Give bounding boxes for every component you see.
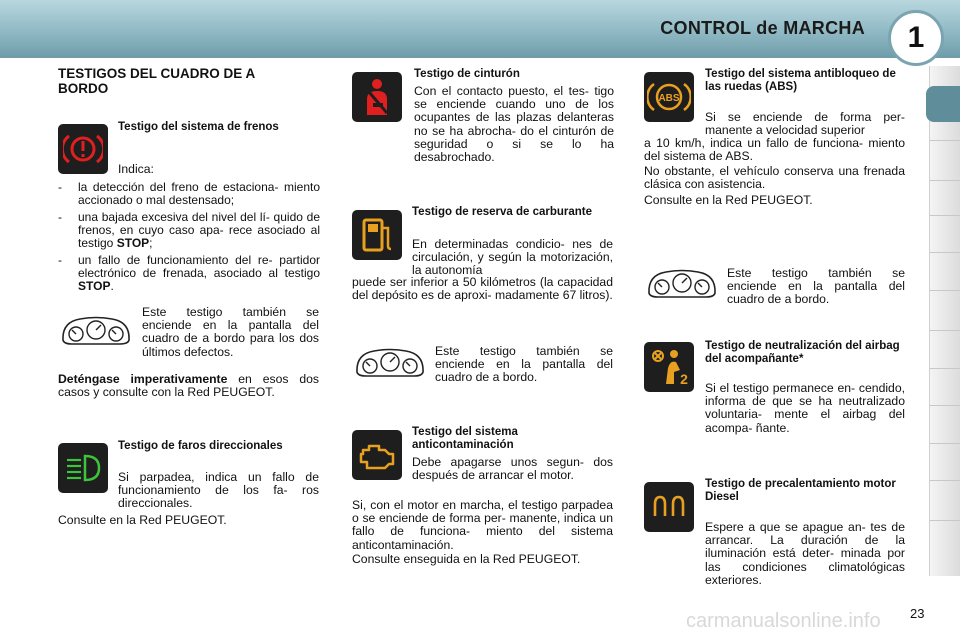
brake-stop-instruction [58, 373, 319, 399]
brake-indica-label: Indica: [118, 162, 154, 176]
stop-label: STOP [78, 279, 111, 293]
diesel-title: Testigo de precalentamiento motor Diesel [705, 478, 896, 503]
abs-note: Consulte en la Red PEUGEOT. [644, 193, 813, 207]
abs-body-wide: a 10 km/h, indica un fallo de funciona- miento del sistema de ABS. [644, 136, 905, 164]
bullet-text-end: . [110, 279, 114, 293]
fuel-reserve-body-wide: puede ser inferior a 50 kilómetros (la capacidad del depósito es de aproxi- madamente 67 litros). [352, 275, 613, 303]
side-index-tab-active[interactable] [926, 86, 960, 122]
dashboard-cluster-icon [60, 314, 132, 351]
side-index-divider [930, 252, 960, 253]
seatbelt-warning-icon [352, 72, 402, 122]
fuel-reserve-title: Testigo de reserva de carburante [412, 206, 593, 218]
headlamp-note: Consulte en la Red PEUGEOT. [58, 513, 227, 527]
dashboard-cluster-icon [354, 346, 426, 383]
emission-body-narrow: Debe apagarse unos segun- dos después de arrancar el motor. [412, 455, 613, 483]
fuel-reserve-body-narrow: En determinadas condicio- nes de circulación, y según la motorización, la autonomía [412, 237, 613, 278]
page-header [0, 0, 960, 58]
diesel-body: Espere a que se apague an- tes de arrancar. La duración de la iluminación está deter- minada por las condiciones climatológicas exteriores. [705, 520, 905, 587]
brake-warning-title: Testigo del sistema de frenos [118, 121, 279, 133]
directional-headlamp-icon [58, 443, 108, 493]
list-item: - una bajada excesiva del nivel del lí- quido de frenos, en cuyo caso apa- rece asociado al testigo STOP; [58, 210, 320, 250]
bullet-text: la detección del freno de estaciona- miento accionado o mal destensado; [78, 180, 320, 207]
stop-label: STOP [116, 236, 150, 250]
side-index-divider [930, 443, 960, 444]
brake-warning-icon [58, 124, 108, 174]
bullet-text: una bajada excesiva del nivel del lí- quido de frenos, en cuyo caso apa- rece asociado al testigo [78, 210, 320, 250]
side-index-divider [930, 215, 960, 216]
stop-imperative: Deténgase imperativamente [58, 372, 228, 386]
abs-warning-icon [644, 72, 694, 122]
list-item: - un fallo de funcionamiento del re- partidor electrónico de frenada, asociado al testigo STOP. [58, 253, 320, 293]
headlamp-title: Testigo de faros direccionales [118, 440, 283, 452]
headlamp-body: Si parpadea, indica un fallo de funcionamiento de los fa- ros direccionales. [118, 470, 319, 511]
side-index-divider [930, 290, 960, 291]
abs-dash-note: Este testigo también se enciende en la pantalla del cuadro de a bordo. [727, 266, 905, 307]
chapter-title: CONTROL de MARCHA [660, 18, 865, 38]
airbag-body: Si el testigo permanece en- cendido, informa de que se ha neutralizado voluntaria- mente el airbag del acompa- ñante. [705, 381, 905, 435]
svg-text:2: 2 [680, 371, 688, 387]
fuel-reserve-icon [352, 210, 402, 260]
side-index-divider [930, 405, 960, 406]
side-index-divider [930, 520, 960, 521]
engine-check-icon [352, 430, 402, 480]
side-index-strip [929, 66, 960, 576]
brake-dash-note: Este testigo también se enciende en la pantalla del cuadro de a bordo para los dos últimos defectos. [142, 305, 319, 359]
abs-body2: No obstante, el vehículo conserva una frenada clásica con asistencia. [644, 164, 905, 192]
side-index-divider [930, 330, 960, 331]
side-index-divider [930, 480, 960, 481]
abs-title: Testigo del sistema antibloqueo de las ruedas (ABS) [705, 68, 896, 93]
bullet-text: un fallo de funcionamiento del re- partidor electrónico de frenada, asociado al testigo [78, 253, 320, 280]
airbag-title: Testigo de neutralización del airbag del acompañante* [705, 340, 900, 365]
watermark: carmanualsonline.info [686, 610, 881, 632]
list-item: - la detección del freno de estaciona- miento accionado o mal destensado; [58, 180, 320, 207]
fuel-dash-note: Este testigo también se enciende en la pantalla del cuadro de a bordo. [435, 344, 613, 385]
page-number: 23 [910, 606, 925, 621]
emission-title: Testigo del sistema anticontaminación [412, 426, 518, 451]
side-index-divider [930, 180, 960, 181]
diesel-preheat-icon [644, 482, 694, 532]
emission-note: Consulte enseguida en la Red PEUGEOT. [352, 552, 581, 566]
emission-body-wide: Si, con el motor en marcha, el testigo parpadea o se enciende de forma per- manente, indica un fallo de funciona- miento del sistema anticontaminación. [352, 498, 613, 552]
side-index-divider [930, 368, 960, 369]
airbag-off-icon [644, 342, 694, 392]
dashboard-cluster-icon [646, 267, 718, 304]
abs-icon-label: ABS [658, 93, 680, 104]
seatbelt-title: Testigo de cinturón [414, 68, 520, 80]
chapter-number: 1 [888, 10, 944, 66]
abs-body-narrow: Si se enciende de forma per- manente a velocidad superior [705, 110, 905, 138]
bullet-text-end: ; [149, 236, 153, 250]
section-heading: TESTIGOS DEL CUADRO DE A BORDO [58, 66, 255, 96]
side-index-divider [930, 140, 960, 141]
stop-instruction-rest: en esos dos casos y consulte con la Red PEUGEOT. [58, 372, 319, 400]
seatbelt-body: Con el contacto puesto, el tes- tigo se enciende cuando uno de los ocupantes de las plazas delanteras no se ha abrocha- do el cinturón de seguridad o si se lo ha desabrochado. [414, 84, 614, 165]
